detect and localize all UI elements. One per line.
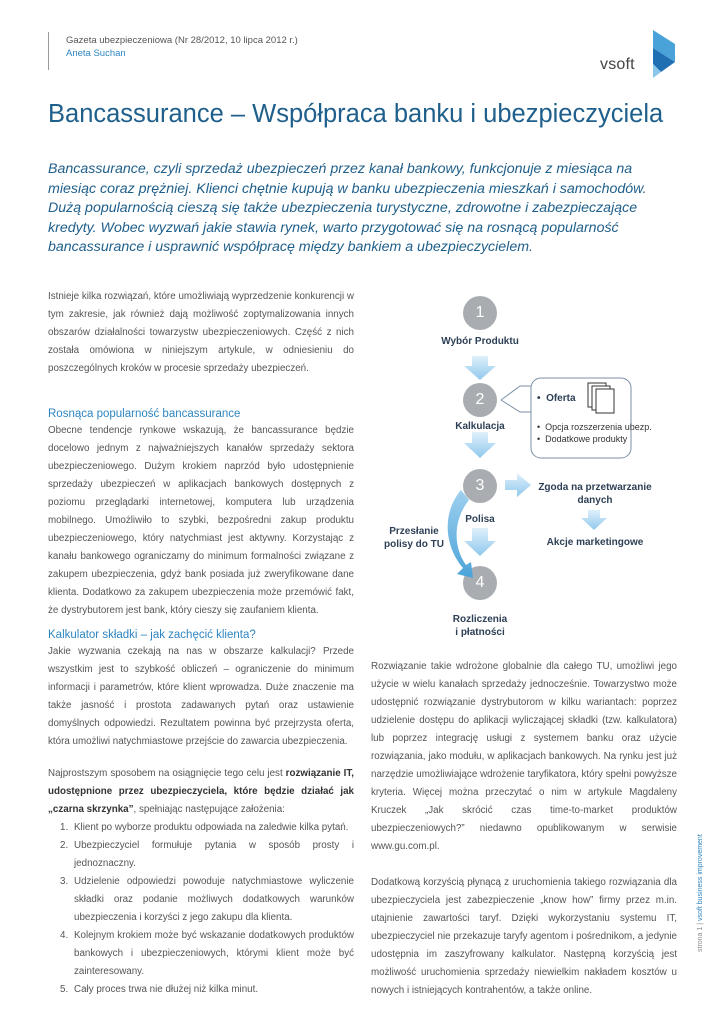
documents-icon (588, 383, 614, 413)
lead-paragraph: Bancassurance, czyli sprzedaż ubezpieczeń przez kanał bankowy, funkcjonuje z miesiąca na miesiąc coraz prężniej. Klienci chętnie kupują w banku ubezpieczenia mieszkań i samochodów. Dużą popularnością cieszą się także ubezpieczenia turystyczne, zdrowotne i zabezpieczające kredyty. Wobec wyzwań jakie stawia rynek, warto przygotować się na rosnącą popularność bancassurance i usprawnić współpracę między bankiem a ubezpieczycielem. (48, 161, 647, 255)
marketing-label: Akcje marketingowe (546, 537, 644, 548)
page-footer: strona 1 | vsoft business improvement (697, 834, 704, 952)
section-heading-calculator: Kalkulator składki – jak zachęcić klienta? (48, 629, 256, 641)
diagram-graphics (375, 292, 695, 642)
section-popularity (48, 406, 354, 620)
list-item: 4. Kolejnym krokiem może być wskazanie dodatkowych produktów bankowych i ubezpieczeniowych, którymi klient może być zainteresowany. (60, 930, 354, 977)
offer-item: • Opcja rozszerzenia ubezp. (537, 422, 652, 432)
right-paragraph-2: Dodatkową korzyścią płynącą z uruchomienia takiego rozwiązania dla ubezpieczyciela jest zabezpieczenie „know how” firmy przez m.in. utajnienie zawartości taryf. Dzięki wykorzystaniu systemu IT, ubezpieczyciel nie przekazuje taryfy agentom i pośrednikom, a jedynie udostępnia im zaszyfrowany kalkulator. Następną korzyścią jest możliwość uruchomienia sprzedaży niewielkim nakładem kosztów u nowych i istniejących kontrahentów, a także online. (371, 877, 677, 996)
send-policy-label: Przesłanie polisy do TU (384, 526, 444, 550)
right-paragraph-1: Rozwiązanie takie wdrożone globalnie dla całego TU, umożliwi jego użycie w wielu kanałach sprzedaży jednocześnie. Towarzystwo może udostępnić rozwiązanie dystrybutorom w kilku wariantach: poprzez udzielenie dostępu do aplikacji wyliczającej składki (tzw. kalkulatora) lub poprzez integrację usługi z systemem banku oraz użycie rozwiązania, jako modułu, w aplikacjach bankowych. Na rynku jest już narzędzie umożliwiające wdrożenie taryfikatora, który spełni powyższe kryteria. Więcej można przeczytać o nim w artykule Magdaleny Kruczek „Jak skrócić czas time-to-market produktów ubezpieczeniowych?” niedawno opublikowanym w serwisie www.gu.com.pl. (371, 661, 677, 852)
arrow-down-icon (464, 432, 496, 458)
section-solution (48, 765, 354, 999)
list-item: 1. Klient po wyborze produktu odpowiada na zaledwie kilka pytań. (60, 822, 349, 833)
left-column-intro (48, 288, 354, 378)
popularity-paragraph: Obecne tendencje rynkowe wskazują, że bancassurance będzie docelowo jednym z najważniejszych kanałów sprzedaży sektora ubezpieczeniowego. Dużym krokiem naprzód było udostępnienie sprzedaży ubezpieczeń w aplikacjach bankowych dostępnych z poziomu przeglądarki internetowej, komputera lub urządzenia mobilnego. Umożliwiło to szybki, bezpośredni zakup produktu ubezpieczeniowego, który natychmiast jest aktywny. Korzystając z kanału bankowego ograniczamy do minimum formalności związane z zakupem ubezpieczenia, gdyż bank posiada już zweryfikowane dane klienta. Dodatkowo za zakupem ubezpieczenia może przemówić fakt, że dystrybutorem jest bank, który cieszy się zaufaniem klienta. (48, 425, 354, 616)
offer-item: • Dodatkowe produkty (537, 434, 628, 444)
requirements-list (48, 819, 354, 999)
header (66, 34, 298, 60)
list-item: 3. Udzielenie odpowiedzi powoduje natychmiastowe wyliczenie składki oraz podanie możliwych dodatkowych warunków ubezpieczenia i korzyści z jego zakupu dla klienta. (60, 876, 354, 923)
connector-line (501, 400, 531, 412)
list-item: 5. Cały proces trwa nie dłużej niż kilka minut. (60, 984, 259, 995)
solution-paragraph: Najprostszym sposobem na osiągnięcie tego celu jest rozwiązanie IT, udostępnione przez ubezpieczyciela, które będzie działać jak „czarna skrzynka”, spełniając następujące założenia: (48, 768, 354, 815)
section-calculator (48, 627, 354, 751)
step-4-label: Rozliczenia i płatności (452, 614, 508, 638)
publication-info: Gazeta ubezpieczeniowa (Nr 28/2012, 10 lipca 2012 r.) (66, 35, 298, 46)
arrow-down-icon (581, 510, 607, 530)
right-column (371, 658, 677, 1000)
intro-paragraph: Istnieje kilka rozwiązań, które umożliwiają wyprzedzenie konkurencji w tym zakresie, jak również dają możliwość zoptymalizowania innych obszarów działalności towarzystw ubezpieczeniowych. Część z nich została omówiona w niniejszym artykule, w odniesieniu do poszczególnych kroków w procesie sprzedaży ubezpieczeń. (48, 291, 354, 374)
offer-title: • Oferta (537, 393, 576, 404)
solution-emphasis: rozwiązanie IT, udostępnione przez ubezpieczyciela, które będzie działać jak „czarna skrzynka” (48, 768, 354, 815)
process-diagram: 1 2 3 4 Wybór Produktu Kalkulacja Polisa Rozliczenia i płatności • Oferta • Opcja rozszerzenia ubezp. • Dodatkowe produkty Zgoda na przetwarzanie danych Akcje marketingowe Przesłanie polisy do TU (375, 292, 695, 642)
offer-box (531, 378, 631, 458)
author-name: Aneta Suchan (66, 48, 126, 59)
arrow-down-icon (464, 528, 496, 556)
step-1-label: Wybór Produktu (441, 336, 519, 347)
section-heading-popularity: Rosnąca popularność bancassurance (48, 408, 241, 420)
arrow-down-icon (464, 356, 496, 380)
calculator-paragraph: Jakie wyzwania czekają na nas w obszarze kalkulacji? Przede wszystkim jest to szybkość obliczeń – ograniczenie do minimum informacji i parametrów, które klient wprowadza. Duże znaczenie ma także jasność i prostota zadawanych pytań oraz ustawienie domyślnych odpowiedzi. Rezultatem powinna być przejrzysta oferta, która umożliwi natychmiastowe przejście do zawarcia ubezpieczenia. (48, 646, 354, 747)
consent-label: Zgoda na przetwarzanie danych (538, 482, 652, 506)
page-title: Bancassurance – Współpraca banku i ubezpieczyciela (48, 100, 664, 128)
header-divider (48, 32, 49, 70)
list-item: 2. Ubezpieczyciel formułuje pytania w sposób prosty i jednoznaczny. (60, 840, 354, 869)
logo-text: vsoft (600, 56, 635, 73)
offer-items (537, 421, 652, 445)
step-3-label: Polisa (465, 514, 495, 525)
connector-line (501, 386, 531, 400)
step-2-label: Kalkulacja (455, 421, 505, 432)
